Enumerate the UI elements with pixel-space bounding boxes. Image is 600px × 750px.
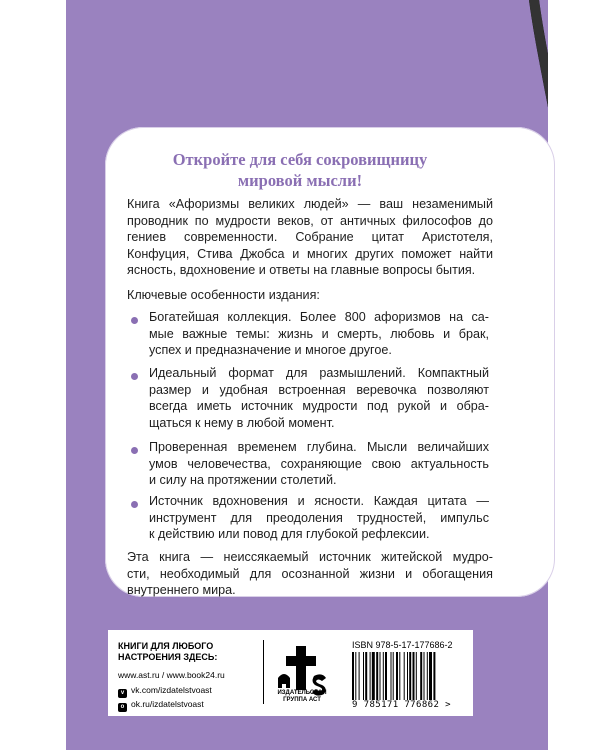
feature-line: Источник вдохновения и ясности. Каждая цитата — <box>149 494 489 508</box>
feature-line: Богатейшая коллекция. Более 800 афоризмов на са- <box>149 310 489 324</box>
bookmark-cord <box>504 0 548 120</box>
headline-line: мировой мысли! <box>237 171 363 190</box>
bullet-dot <box>131 317 141 327</box>
logo-caption-line: ИЗДАТЕЛЬСКАЯ <box>277 690 327 696</box>
features-heading: Ключевые особенности издания: <box>127 288 320 302</box>
feature-line: инструмент для преодоления трудностей, импульс <box>149 510 489 525</box>
logo-caption <box>266 690 338 704</box>
barcode-bar <box>385 652 387 704</box>
feature-line: успех и предназначение и многое другое. <box>149 343 392 358</box>
barcode-bar <box>404 652 405 704</box>
feature-line: щаться к нему в любой момент. <box>149 415 335 430</box>
vk-icon: v <box>118 689 127 698</box>
vk-text: vk.com/izdatelstvoast <box>131 685 212 695</box>
barcode-bar <box>380 652 381 704</box>
headline-line: Откройте для себя сокровищницу <box>172 150 428 169</box>
barcode-bar <box>352 652 354 704</box>
feature-line: умов человечества, сохраняющие свою актуальность <box>149 456 489 471</box>
feature-item <box>149 493 489 543</box>
barcode-bar <box>359 652 360 704</box>
bullet-dot <box>131 501 141 511</box>
barcode-bar <box>424 652 425 704</box>
ok-link[interactable] <box>118 699 204 712</box>
barcode-bar <box>429 652 432 704</box>
feature-item <box>149 439 489 489</box>
divider <box>263 640 264 704</box>
publisher-tagline <box>118 641 217 663</box>
barcode-bar <box>391 652 392 704</box>
intro-line: проводник по мудрости веков, от античных философов до <box>127 213 493 228</box>
vk-link[interactable] <box>118 685 212 698</box>
barcode-bar <box>416 652 417 704</box>
ok-text: ok.ru/izdatelstvoast <box>131 699 204 709</box>
barcode-bar <box>399 652 400 704</box>
feature-item <box>149 309 489 359</box>
barcode-bar <box>409 652 411 704</box>
feature-line: всегда иметь источник мудрости под рукой и обра- <box>149 399 489 414</box>
tagline-line: КНИГИ ДЛЯ ЛЮБОГО <box>118 641 214 651</box>
barcode-bar <box>433 652 435 704</box>
intro-line: гениев современности. Собрание цитат Аристотеля, <box>127 230 493 245</box>
barcode-bar <box>396 652 398 704</box>
feature-item <box>149 365 489 431</box>
websites-link[interactable]: www.ast.ru / www.book24.ru <box>118 670 225 680</box>
barcode-bar <box>413 652 415 704</box>
description-panel <box>105 127 555 597</box>
publisher-strip <box>108 630 473 716</box>
bullet-dot <box>131 373 141 383</box>
closing-line: сти, необходимый для осознанной жизни и обогащения <box>127 566 493 581</box>
barcode-bar <box>393 652 394 704</box>
intro-line: Конфуция, Стива Джобса и многих других поможет найти <box>127 246 493 261</box>
feature-line: размер и удобная встроенная веревочка позволяют <box>149 382 489 397</box>
closing-line: Эта книга — неиссякаемый источник житейской мудро- <box>127 550 493 564</box>
barcode-bar <box>363 652 364 704</box>
isbn-label: ISBN 978-5-17-177686-2 <box>352 640 453 650</box>
feature-line: и силу на протяжении столетий. <box>149 473 337 488</box>
feature-line: Проверенная временем глубина. Мысли величайших <box>149 440 489 454</box>
intro-line: Книга «Афоризмы великих людей» — ваш незаменимый <box>127 197 493 211</box>
ok-icon: o <box>118 703 127 712</box>
barcode-bar <box>370 652 371 704</box>
intro-paragraph <box>127 196 493 279</box>
barcode-bar <box>383 652 384 704</box>
barcode-bar <box>427 652 428 704</box>
barcode-bar <box>355 652 356 704</box>
feature-line: Идеальный формат для размышлений. Компактный <box>149 366 489 380</box>
intro-line: ясность, вдохновение и ответы на главные вопросы бытия. <box>127 263 476 278</box>
headline <box>105 149 495 191</box>
barcode-bar <box>372 652 375 704</box>
barcode-number: 9 785171 776862 > <box>352 700 470 710</box>
tagline-line: НАСТРОЕНИЯ ЗДЕСЬ: <box>118 652 218 662</box>
barcode-bar <box>365 652 367 704</box>
barcode-bar <box>376 652 378 704</box>
feature-line: мые важные темы: жизнь и смерть, любовь и брак, <box>149 326 489 341</box>
bullet-dot <box>131 447 141 457</box>
closing-paragraph <box>127 549 493 599</box>
closing-line: внутреннего мира. <box>127 583 236 598</box>
feature-line: к действию или повод для глубокой рефлексии. <box>149 527 430 542</box>
barcode-icon <box>352 652 464 704</box>
barcode-bar <box>420 652 422 704</box>
logo-caption-line: ГРУППА АСТ <box>283 697 321 703</box>
barcode-bar <box>407 652 408 704</box>
